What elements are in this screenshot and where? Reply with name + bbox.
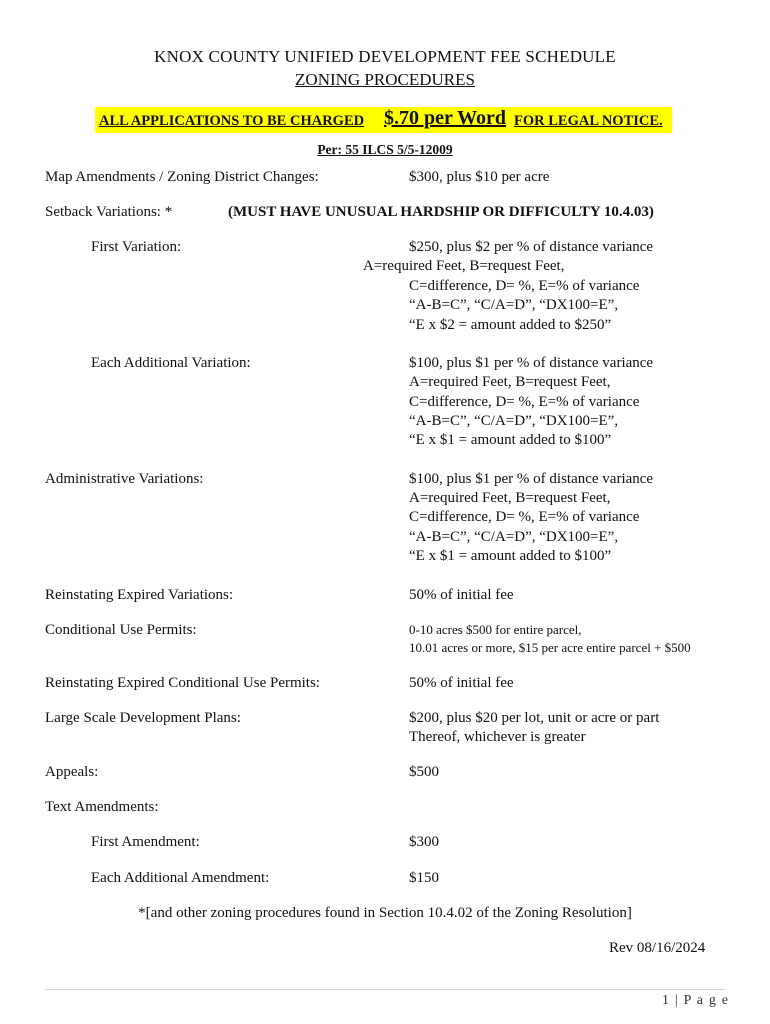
first-variation-line-5: “E x $2 = amount added to $250” [409, 317, 612, 333]
map-amendments-fee: $300, plus $10 per acre [409, 169, 550, 185]
page-label: | P a g e [674, 993, 730, 1008]
text-amendments-label: Text Amendments: [45, 799, 159, 815]
footer-divider [45, 989, 725, 990]
additional-variation-line-1: $100, plus $1 per % of distance variance [409, 355, 654, 371]
first-amendment-label: First Amendment: [91, 834, 200, 850]
additional-variation-line-2: A=required Feet, B=request Feet, [409, 374, 611, 390]
notice-text-1: ALL APPLICATIONS TO BE CHARGED [99, 113, 365, 129]
first-variation-line-1: $250, plus $2 per % of distance variance [409, 239, 654, 255]
administrative-variations-line-1: $100, plus $1 per % of distance variance [409, 471, 654, 487]
revision-date: Rev 08/16/2024 [609, 940, 706, 956]
page-number: 1 [662, 993, 671, 1008]
setback-variations-label: Setback Variations: * [45, 204, 173, 220]
first-variation-line-2: A=required Feet, B=request Feet, [363, 258, 565, 274]
large-scale-line-1: $200, plus $20 per lot, unit or acre or part [409, 710, 660, 726]
administrative-variations-line-3: C=difference, D= %, E=% of variance [409, 509, 640, 525]
appeals-fee: $500 [409, 764, 439, 780]
additional-variation-line-5: “E x $1 = amount added to $100” [409, 432, 612, 448]
document-title: KNOX COUNTY UNIFIED DEVELOPMENT FEE SCHEDULE [154, 47, 616, 66]
large-scale-label: Large Scale Development Plans: [45, 710, 241, 726]
reinstating-variations-label: Reinstating Expired Variations: [45, 587, 234, 603]
administrative-variations-line-2: A=required Feet, B=request Feet, [409, 490, 611, 506]
setback-variations-note: (MUST HAVE UNUSUAL HARDSHIP OR DIFFICULTY 10.4.03) [228, 204, 654, 220]
footnote: *[and other zoning procedures found in Section 10.4.02 of the Zoning Resolution] [138, 905, 632, 921]
administrative-variations-line-4: “A-B=C”, “C/A=D”, “DX100=E”, [409, 529, 619, 545]
legal-notice-banner [95, 107, 672, 133]
conditional-use-label: Conditional Use Permits: [45, 622, 197, 638]
large-scale-line-2: Thereof, whichever is greater [409, 729, 586, 745]
map-amendments-label: Map Amendments / Zoning District Changes: [45, 169, 319, 185]
reinstating-conditional-label: Reinstating Expired Conditional Use Permits: [45, 675, 320, 691]
notice-rate: $.70 per Word [384, 107, 507, 129]
appeals-label: Appeals: [45, 764, 99, 780]
additional-variation-label: Each Additional Variation: [91, 355, 251, 371]
first-variation-line-3: C=difference, D= %, E=% of variance [409, 278, 640, 294]
additional-amendment-label: Each Additional Amendment: [91, 870, 270, 886]
conditional-use-line-2: 10.01 acres or more, $15 per acre entire parcel + $500 [409, 640, 691, 655]
additional-amendment-fee: $150 [409, 870, 439, 886]
additional-variation-line-4: “A-B=C”, “C/A=D”, “DX100=E”, [409, 413, 619, 429]
reinstating-variations-fee: 50% of initial fee [409, 587, 514, 603]
reinstating-conditional-fee: 50% of initial fee [409, 675, 514, 691]
statute-reference: Per: 55 ILCS 5/5-12009 [317, 142, 453, 157]
administrative-variations-line-5: “E x $1 = amount added to $100” [409, 548, 612, 564]
conditional-use-line-1: 0-10 acres $500 for entire parcel, [409, 622, 582, 637]
first-variation-line-4: “A-B=C”, “C/A=D”, “DX100=E”, [409, 297, 619, 313]
first-variation-label: First Variation: [91, 239, 182, 255]
additional-variation-line-3: C=difference, D= %, E=% of variance [409, 394, 640, 410]
notice-text-2: FOR LEGAL NOTICE. [514, 113, 663, 129]
document-subtitle: ZONING PROCEDURES [295, 70, 475, 89]
page-footer [662, 993, 729, 1009]
first-amendment-fee: $300 [409, 834, 439, 850]
administrative-variations-label: Administrative Variations: [45, 471, 204, 487]
